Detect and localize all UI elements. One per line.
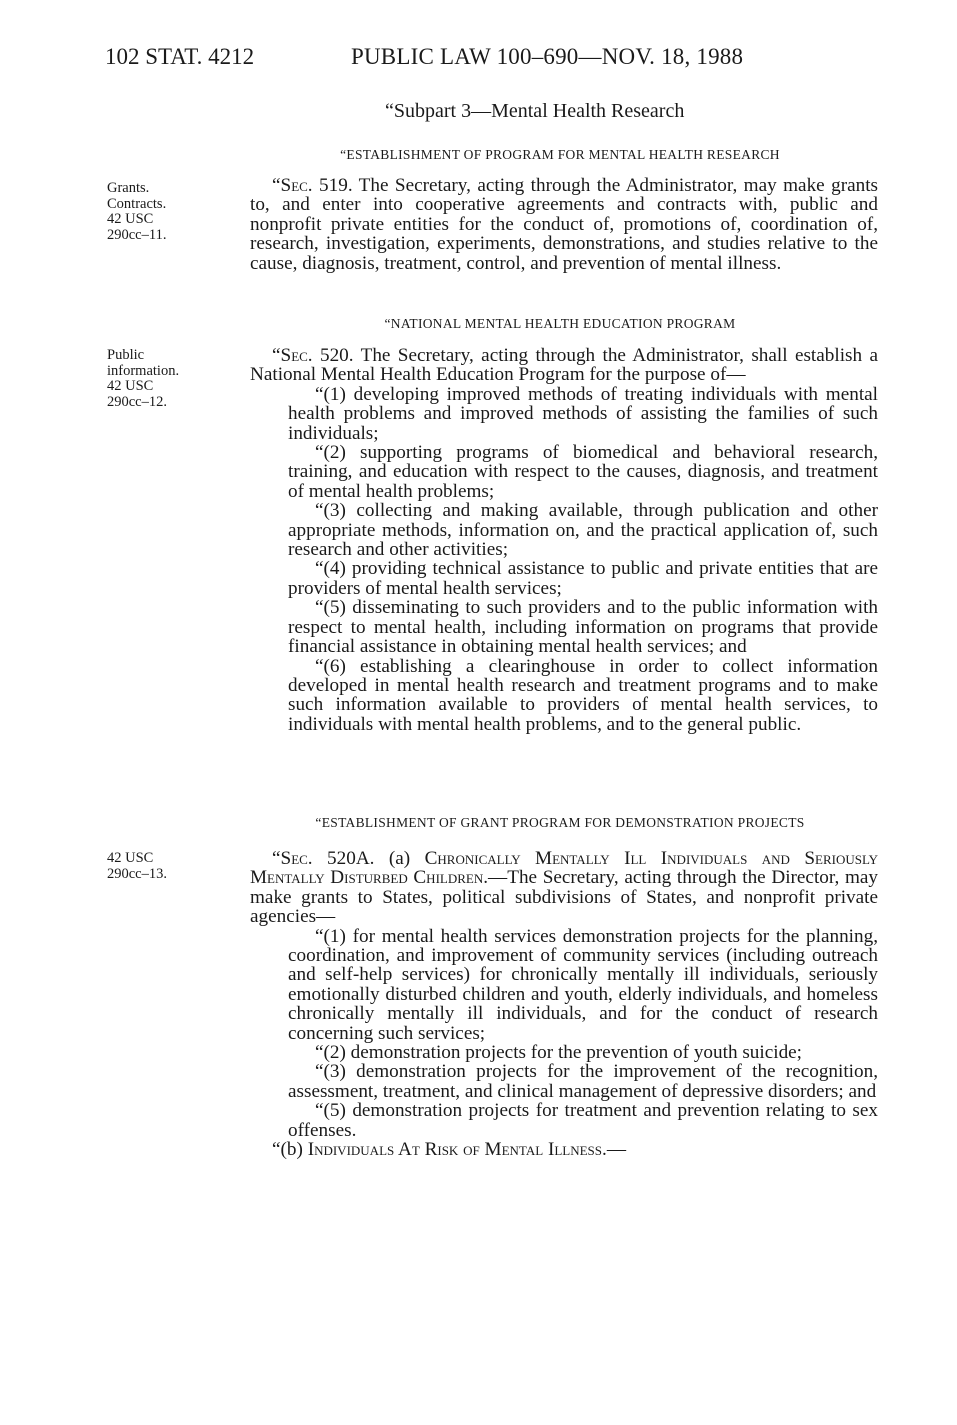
subsection-label: “(b)	[272, 1139, 308, 1161]
section-body	[250, 849, 878, 1160]
list-item: “(1) for mental health services demonstration projects for the planning, coordination, and improvement of community services (including outreach and self-help services) for chronically mentally ill individuals, seriously emotionally disturbed children and youth, elderly individuals, and homeless chronically mentally ill individuals, and for the conduct of research concerning such services;	[288, 925, 878, 1044]
section-heading: “NATIONAL MENTAL HEALTH EDUCATION PROGRAM	[384, 316, 736, 331]
subpart-title: “Subpart 3—Mental Health Research	[385, 100, 685, 122]
margin-note	[107, 348, 217, 410]
section-label: “Sec.	[272, 848, 313, 869]
list-item: “(2) demonstration projects for the prevention of youth suicide;	[315, 1042, 803, 1064]
running-head	[105, 44, 885, 80]
margin-note-text: Public information. 42 USC 290cc–12.	[107, 347, 180, 410]
subsection-caption: Individuals At Risk of Mental Illness.	[307, 1139, 607, 1161]
section-paragraph	[250, 849, 878, 927]
section-number: 520A. (a)	[312, 848, 425, 869]
section-paragraph	[250, 176, 878, 273]
list-item: “(1) developing improved methods of treating individuals with mental health problems and improved methods of assisting the families of such individuals;	[288, 383, 878, 444]
subsection-dash: —	[606, 1139, 626, 1161]
margin-note-text: Grants. Contracts. 42 USC 290cc–11.	[107, 180, 167, 243]
list-item: “(5) demonstration projects for treatment and prevention relating to sex offenses.	[288, 1100, 878, 1141]
law-reference: PUBLIC LAW 100–690—NOV. 18, 1988	[351, 44, 744, 69]
section-label: “Sec.	[272, 175, 313, 196]
section-body	[250, 176, 878, 273]
margin-note-text: 42 USC 290cc–13.	[107, 850, 167, 882]
margin-note	[107, 181, 217, 243]
section-text: 520. The Secretary, acting through the Administrator, shall establish a National Mental Health Education Program for the purpose of—	[250, 345, 878, 386]
list-item: “(3) collecting and making available, through publication and other appropriate methods, information on, and the practical application of, such research and other activities;	[288, 500, 878, 561]
section-body	[250, 346, 878, 734]
margin-note	[107, 851, 217, 882]
list-item: “(5) disseminating to such providers and to the public information with respect to mental health, including information on programs that provide financial assistance in obtaining mental health services; and	[288, 597, 878, 658]
section-heading: “ESTABLISHMENT OF GRANT PROGRAM FOR DEMONSTRATION PROJECTS	[315, 815, 805, 830]
subsection-paragraph	[250, 1140, 878, 1159]
list-item: “(3) demonstration projects for the improvement of the recognition, assessment, treatment, and clinical management of depressive disorders; and	[288, 1061, 878, 1102]
section-heading: “ESTABLISHMENT OF PROGRAM FOR MENTAL HEALTH RESEARCH	[340, 147, 780, 162]
subsection-caption: Chronically Mentally Ill Individuals and Seriously Mentally Disturbed Children.	[250, 848, 878, 889]
list-item: “(6) establishing a clearinghouse in order to collect information developed in mental health research and treatment programs and to make such information available to providers of mental health services, to individuals with mental health problems, and to the general public.	[288, 655, 878, 735]
section-label: “Sec.	[272, 345, 313, 366]
list-item: “(2) supporting programs of biomedical and behavioral research, training, and education with respect to the causes, diagnosis, and treatment of mental health problems;	[288, 442, 878, 502]
section-text: —The Secretary, acting through the Director, may make grants to States, political subdivisions of States, and nonprofit private agencies—	[250, 867, 878, 928]
stat-reference: 102 STAT. 4212	[105, 44, 255, 69]
section-text: 519. The Secretary, acting through the Administrator, may make grants to, and enter into cooperative agreements and contracts with, public and nonprofit private entities for the conduct of, promotions of, coordination of, research, investigation, experiments, demonstrations, and studies relative to the cause, diagnosis, treatment, control, and prevention of mental illness.	[250, 175, 878, 274]
section-paragraph	[250, 346, 878, 385]
list-item: “(4) providing technical assistance to public and private entities that are providers of mental health services;	[288, 558, 878, 599]
